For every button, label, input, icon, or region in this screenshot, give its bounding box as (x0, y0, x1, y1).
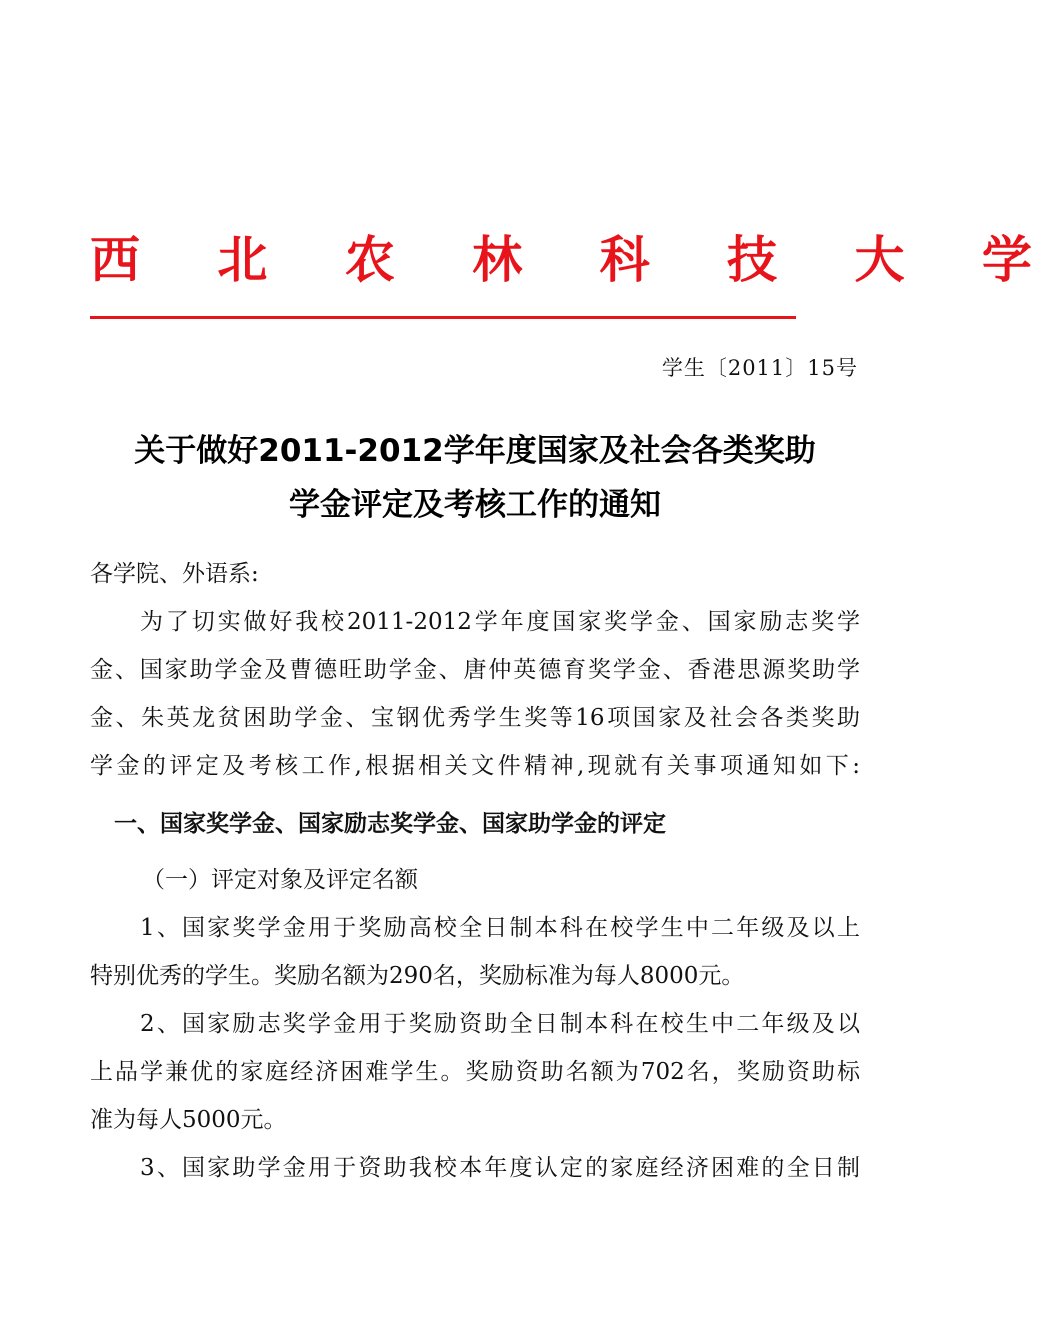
title-line-2: 学金评定及考核工作的通知 (289, 487, 661, 523)
item-2-line: 2、国家励志奖学金用于奖励资助全日制本科在校生中二年级及以 (140, 1011, 860, 1037)
item-1-line: 1、国家奖学金用于奖励高校全日制本科在校学生中二年级及以上 (140, 915, 860, 941)
document-number: 学生〔2011〕15号 (661, 356, 858, 380)
item-2-line: 准为每人5000元。 (90, 1107, 287, 1133)
item-2-line: 上品学兼优的家庭经济困难学生。奖励资助名额为702名，奖励资助标 (90, 1059, 860, 1085)
intro-line: 金、国家助学金及曹德旺助学金、唐仲英德育奖学金、香港思源奖助学 (90, 657, 860, 683)
intro-line: 为了切实做好我校2011-2012学年度国家奖学金、国家励志奖学 (140, 609, 860, 635)
document-body (90, 550, 860, 1192)
title-line-1: 关于做好2011-2012学年度国家及社会各类奖助 (134, 433, 816, 469)
salutation: 各学院、外语系: (90, 561, 259, 587)
item-1-line: 特别优秀的学生。奖励名额为290名，奖励标准为每人8000元。 (90, 963, 745, 989)
red-header-rule (90, 316, 796, 319)
intro-line: 金、朱英龙贫困助学金、宝钢优秀学生奖等16项国家及社会各类奖助 (90, 705, 860, 731)
intro-line: 学金的评定及考核工作,根据相关文件精神,现就有关事项通知如下: (90, 753, 860, 779)
subsection-heading: （一）评定对象及评定名额 (142, 867, 418, 893)
document-title (90, 424, 860, 532)
section-heading: 一、国家奖学金、国家励志奖学金、国家助学金的评定 (114, 811, 666, 837)
item-3-line: 3、国家助学金用于资助我校本年度认定的家庭经济困难的全日制 (140, 1155, 860, 1181)
issuing-organization: 西 北 农 林 科 技 大 学 (90, 230, 1062, 289)
